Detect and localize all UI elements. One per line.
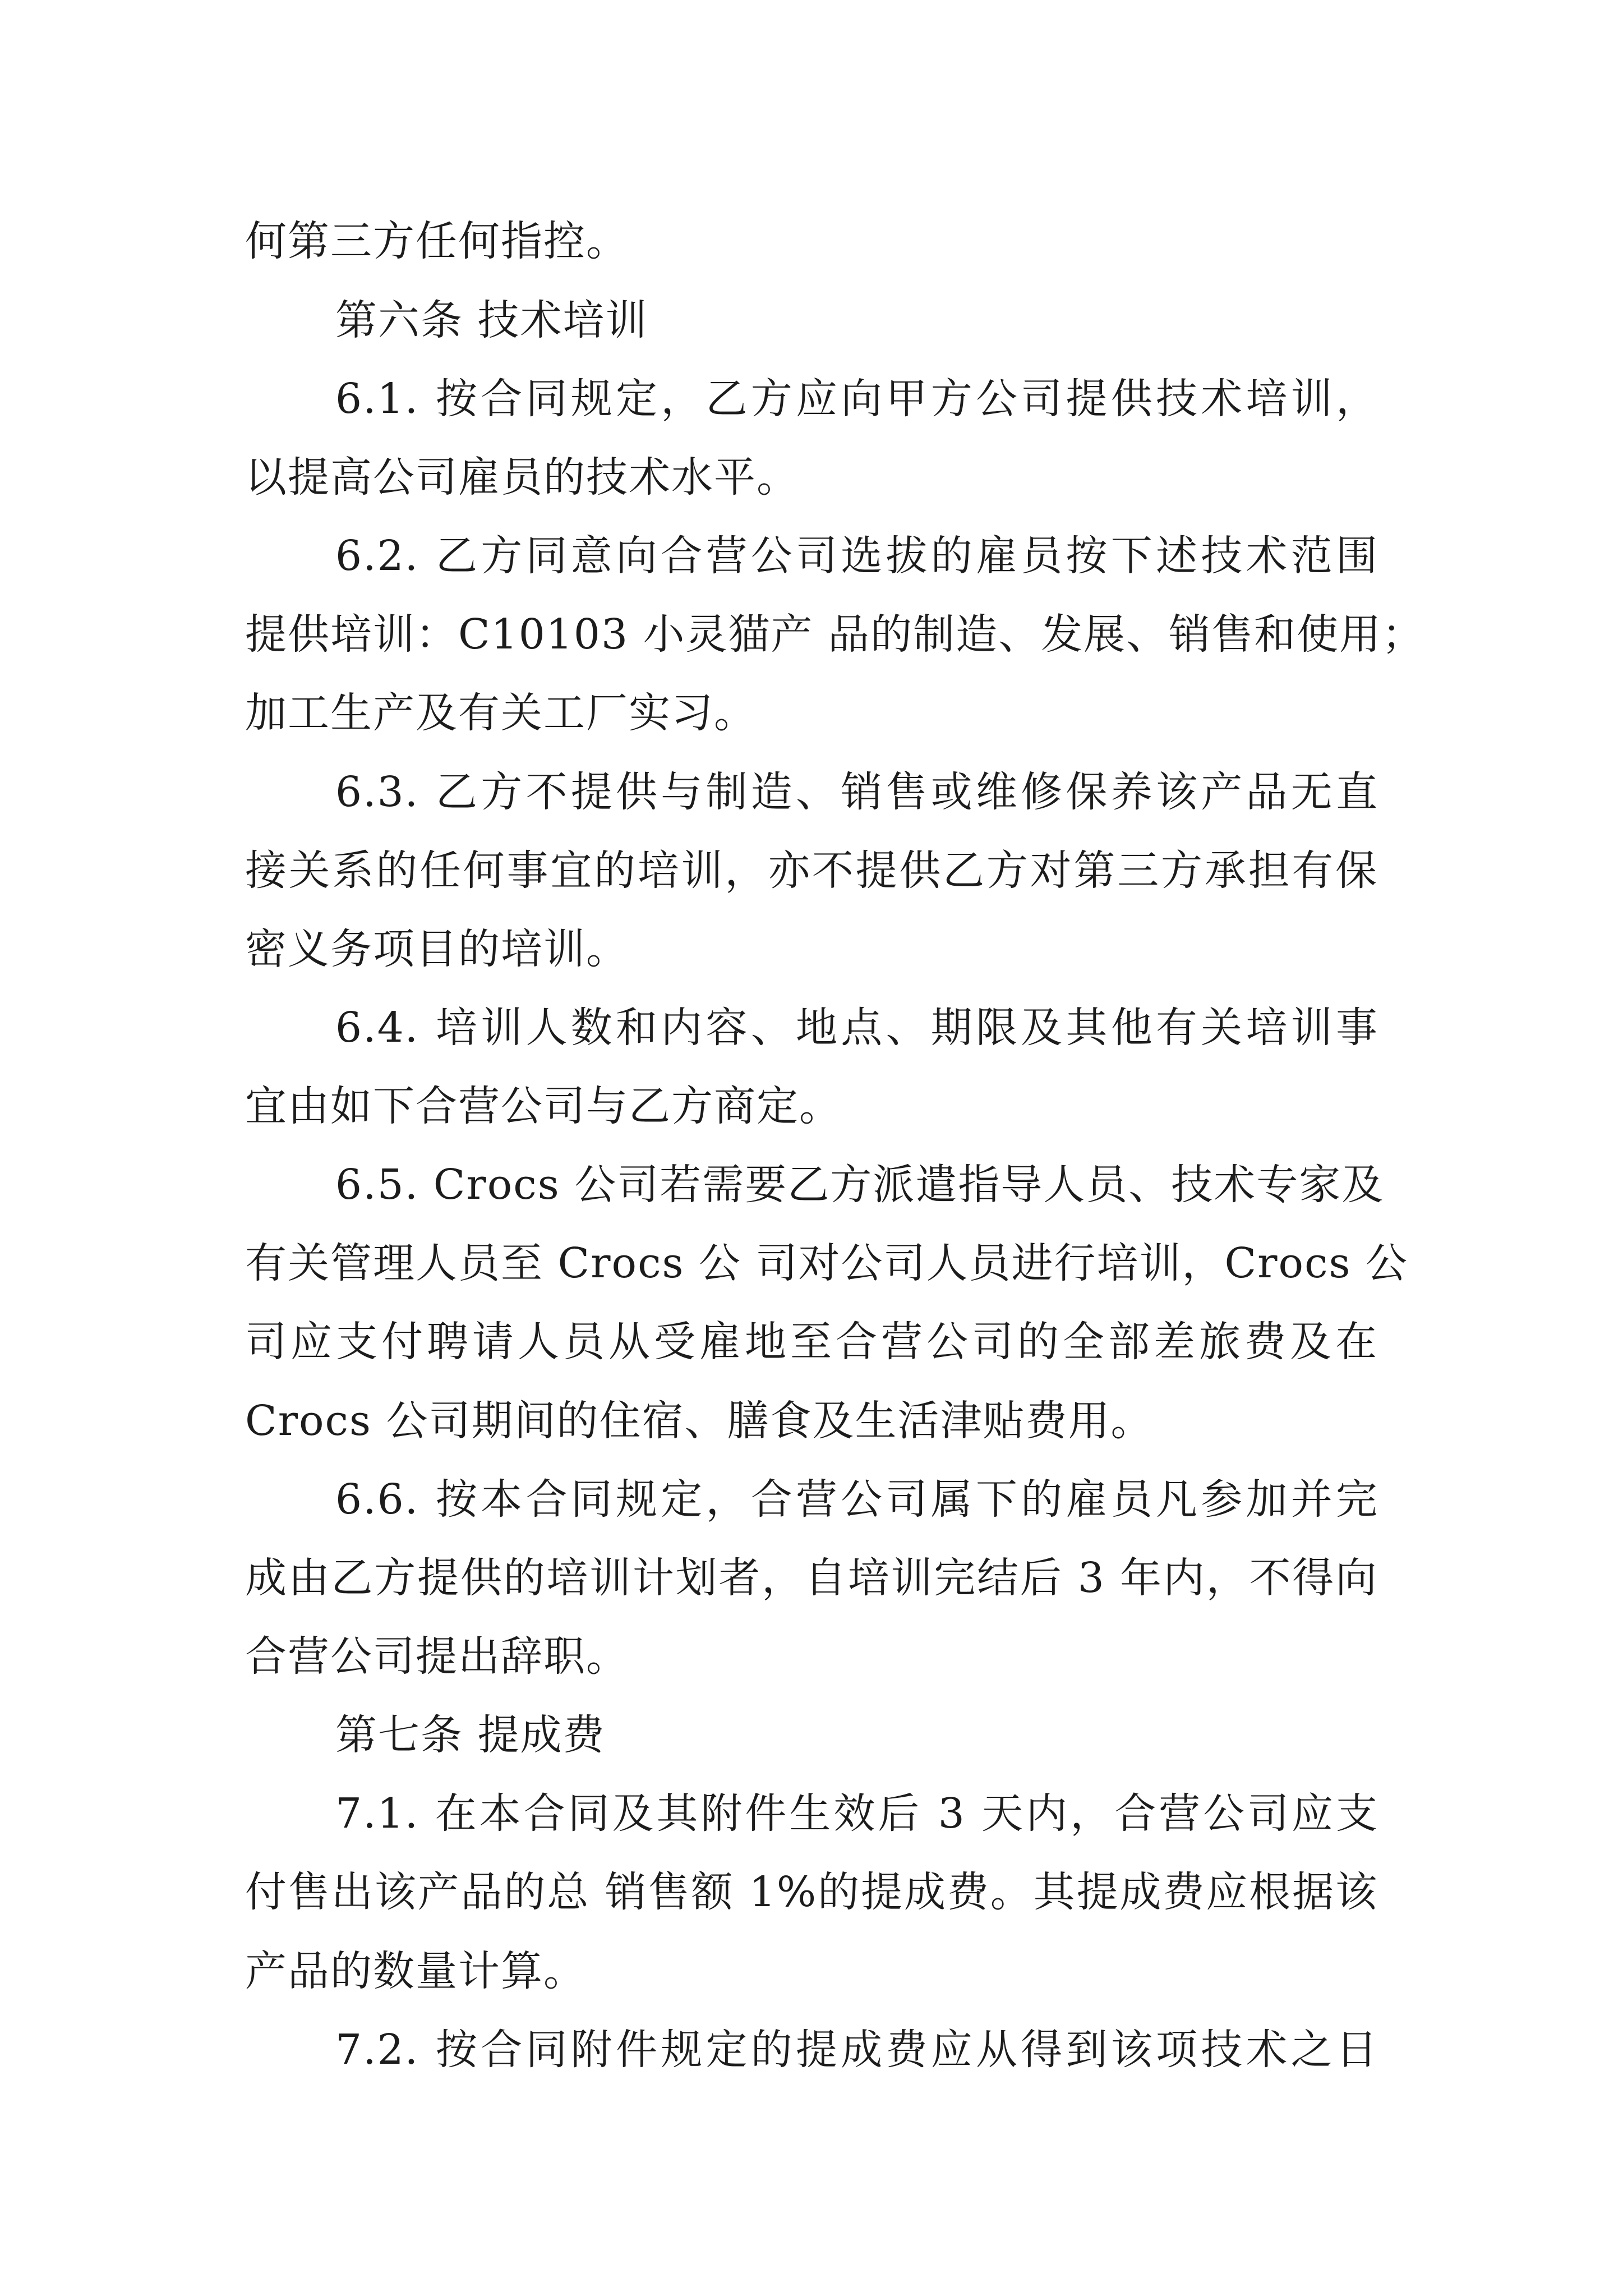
text-line: 以提高公司雇员的技术水平。 bbox=[245, 453, 799, 501]
text-line: 产品的数量计算。 bbox=[245, 1947, 586, 1995]
text-line: 加工生产及有关工厂实习。 bbox=[245, 689, 757, 737]
text-line: 密义务项目的培训。 bbox=[245, 925, 629, 973]
text-line: 合营公司提出辞职。 bbox=[245, 1632, 629, 1681]
section-heading: 第六条 技术培训 bbox=[335, 296, 648, 344]
text-line: 6.4. 培训人数和内容、地点、期限及其他有关培训事 bbox=[335, 1004, 1378, 1052]
text-line: 6.3. 乙方不提供与制造、销售或维修保养该产品无直 bbox=[335, 768, 1378, 816]
text-line: 付售出该产品的总 销售额 1%的提成费。其提成费应根据该 bbox=[245, 1868, 1378, 1916]
text-line: 7.1. 在本合同及其附件生效后 3 天内，合营公司应支 bbox=[335, 1789, 1378, 1838]
text-line: 7.2. 按合同附件规定的提成费应从得到该项技术之日 bbox=[335, 2026, 1378, 2074]
text-line: 6.2. 乙方同意向合营公司选拔的雇员按下述技术范围 bbox=[335, 532, 1378, 580]
section-heading: 第七条 提成费 bbox=[335, 1711, 606, 1759]
text-line: 成由乙方提供的培训计划者，自培训完结后 3 年内，不得向 bbox=[245, 1554, 1378, 1602]
text-line: Crocs 公司期间的住宿、膳食及生活津贴费用。 bbox=[245, 1397, 1154, 1445]
text-line: 司应支付聘请人员从受雇地至合营公司的全部差旅费及在 bbox=[245, 1318, 1378, 1366]
text-line: 何第三方任何指控。 bbox=[245, 217, 629, 265]
text-line: 6.6. 按本合同规定，合营公司属下的雇员凡参加并完 bbox=[335, 1475, 1378, 1524]
text-line: 提供培训：C10103 小灵猫产 品的制造、发展、销售和使用； bbox=[245, 610, 1425, 659]
text-line: 接关系的任何事宜的培训，亦不提供乙方对第三方承担有保 bbox=[245, 846, 1378, 895]
text-line: 宜由如下合营公司与乙方商定。 bbox=[245, 1082, 842, 1130]
text-line: 6.5. Crocs 公司若需要乙方派遣指导人员、技术专家及 bbox=[335, 1161, 1385, 1209]
text-line: 6.1. 按合同规定，乙方应向甲方公司提供技术培训， bbox=[335, 375, 1378, 423]
text-line: 有关管理人员至 Crocs 公 司对公司人员进行培训，Crocs 公 bbox=[245, 1239, 1409, 1287]
